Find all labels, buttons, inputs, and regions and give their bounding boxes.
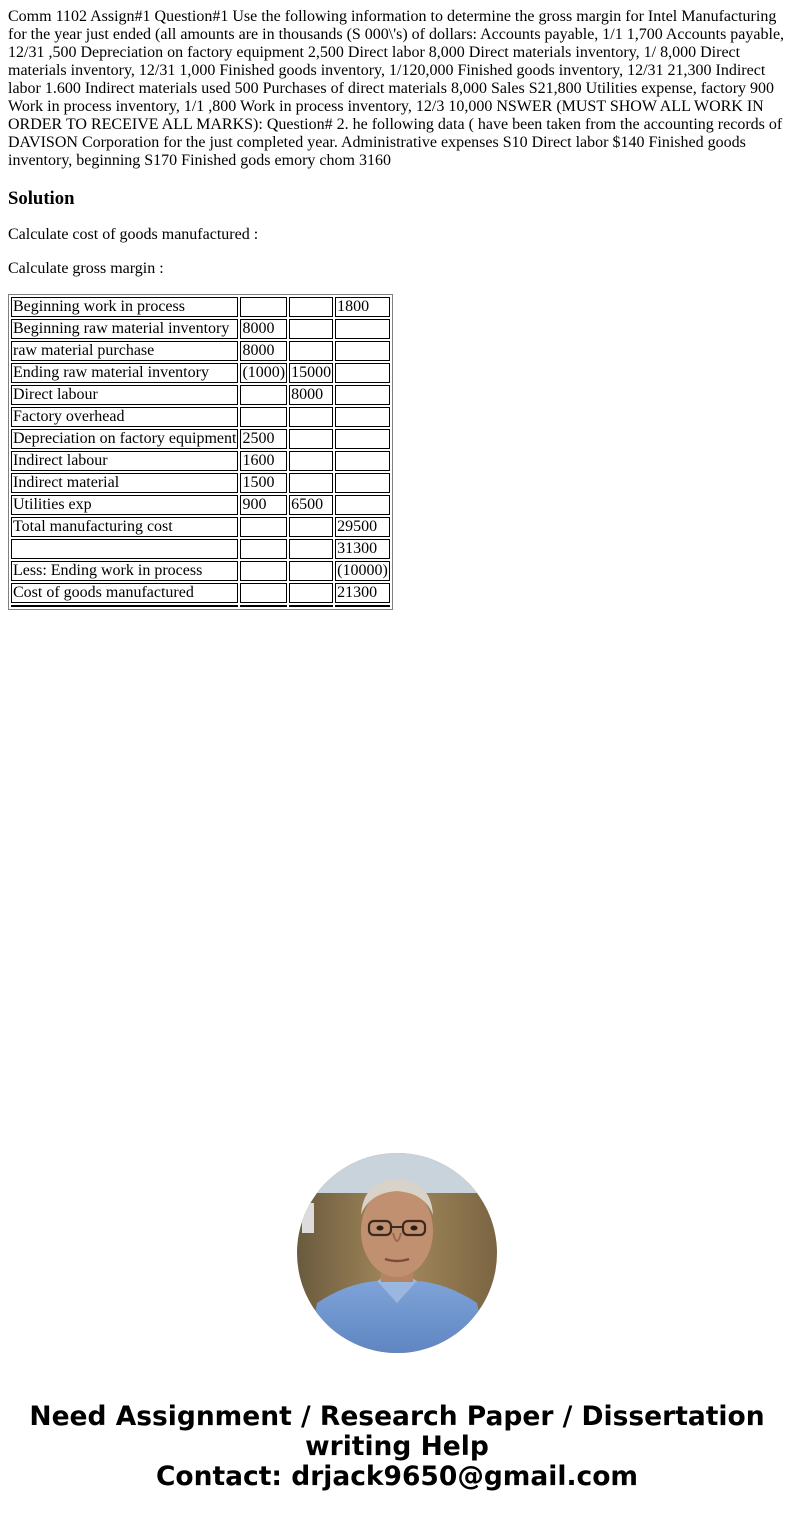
- table-row: [11, 539, 390, 559]
- table-cell: [240, 583, 287, 603]
- table-row: [11, 363, 390, 383]
- table-cell: [289, 473, 333, 493]
- promo-contact: Contact: drjack9650@gmail.com: [155, 1461, 639, 1492]
- table-cell: Less: Ending work in process: [11, 561, 238, 581]
- table-cell: [335, 605, 390, 607]
- table-row: [11, 407, 390, 427]
- table-cell: [335, 451, 390, 471]
- table-cell: [335, 495, 390, 515]
- table-cell: Cost of goods manufactured: [11, 583, 238, 603]
- table-cell: [335, 407, 390, 427]
- table-cell: [11, 539, 238, 559]
- table-row: [11, 517, 390, 537]
- table-cell: Depreciation on factory equipment: [13, 430, 237, 447]
- table-cell: [289, 319, 333, 339]
- table-cell: 15000: [291, 364, 332, 381]
- table-cell: (10000): [337, 562, 388, 579]
- table-cell: [289, 429, 333, 449]
- table-cell: Utilities exp: [11, 495, 238, 515]
- table-row: [11, 451, 390, 471]
- table-cell: 2500: [240, 429, 287, 449]
- table-cell: [289, 583, 333, 603]
- table-row: [11, 319, 390, 339]
- table-cell: [335, 429, 390, 449]
- table-cell: Ending raw material inventory: [11, 363, 238, 383]
- table-cell: 21300: [335, 583, 390, 603]
- table-cell: [240, 297, 287, 317]
- table-row: [11, 297, 390, 317]
- table-cell: Indirect material: [11, 473, 238, 493]
- table-cell: Total manufacturing cost: [11, 517, 238, 537]
- question-text: Comm 1102 Assign#1 Question#1 Use the following information to determine the gross margin for Intel Manufacturing for the year just ended (all amounts are in thousands (S 000\'s) of dollars: Accounts payable, 1/1 1,700 Accounts payable, 12/31 ,500 Depreciation on factory equipment 2,500 Direct labor 8,000 Direct materials inventory, 1/ 8,000 Direct materials inventory, 12/31 1,000 Finished goods inventory, 1/120,000 Finished goods inventory, 12/31 21,300 Indirect labor 1.600 Indirect materials used 500 Purchases of direct materials 8,000 Sales S21,800 Utilities expense, factory 900 Work in process inventory, 1/1 ,800 Work in process inventory, 12/3 10,000 NSWER (MUST SHOW ALL WORK IN ORDER TO RECEIVE ALL MARKS): Question# 2. he following data ( have been taken from the accounting records of DAVISON Corporation for the just completed year. Administrative expenses S10 Direct labor $140 Finished goods inventory, beginning S170 Finished gods emory chom 3160: [8, 8, 785, 169]
- table-cell: raw material purchase: [11, 341, 238, 361]
- table-cell: 31300: [335, 539, 390, 559]
- cogm-table: [8, 294, 393, 610]
- table-cell: [335, 385, 390, 405]
- table-row: [11, 495, 390, 515]
- solution-heading: Solution: [8, 188, 75, 209]
- table-cell: [289, 517, 333, 537]
- table-cell: [289, 297, 333, 317]
- table-cell: [240, 605, 287, 607]
- table-cell: 1800: [335, 297, 390, 317]
- cogm-instruction: Calculate cost of goods manufactured :: [8, 226, 259, 243]
- table-cell: 8000: [240, 319, 287, 339]
- table-row: [11, 561, 390, 581]
- table-cell: [240, 561, 287, 581]
- table-cell: (1000): [242, 364, 286, 381]
- table-cell: 29500: [335, 517, 390, 537]
- table-cell: 1600: [240, 451, 287, 471]
- table-row: [11, 385, 390, 405]
- promo-line-2: writing Help: [305, 1431, 489, 1462]
- promo-line-1: Need Assignment / Research Paper / Dissertation: [29, 1401, 765, 1432]
- table-row: [11, 583, 390, 603]
- table-cell: Beginning raw material inventory: [11, 319, 238, 339]
- author-photo: [297, 1153, 497, 1353]
- table-cell: [289, 605, 333, 607]
- promo-banner: [0, 1402, 794, 1492]
- table-cell: [335, 363, 390, 383]
- document-body: [0, 0, 794, 610]
- table-cell: [335, 473, 390, 493]
- table-cell: [240, 407, 287, 427]
- table-cell: 8000: [289, 385, 333, 405]
- table-cell: [335, 319, 390, 339]
- table-cell: [289, 451, 333, 471]
- table-cell: [335, 341, 390, 361]
- table-cell: [289, 539, 333, 559]
- table-cell: 8000: [240, 341, 287, 361]
- table-row: [11, 341, 390, 361]
- table-cell: Indirect labour: [11, 451, 238, 471]
- table-cell: Factory overhead: [11, 407, 238, 427]
- table-cell: [240, 539, 287, 559]
- table-cell: [289, 407, 333, 427]
- table-row: [11, 473, 390, 493]
- table-cell: [240, 517, 287, 537]
- table-cell: 6500: [289, 495, 333, 515]
- table-cell: [11, 605, 238, 607]
- table-row: [11, 429, 390, 449]
- gross-margin-instruction: Calculate gross margin :: [8, 260, 164, 277]
- table-cell: [240, 385, 287, 405]
- table-cell: Beginning work in process: [11, 297, 238, 317]
- table-cell: 1500: [240, 473, 287, 493]
- table-row-empty: [11, 605, 390, 607]
- table-cell: 900: [240, 495, 287, 515]
- table-cell: Direct labour: [11, 385, 238, 405]
- table-cell: [289, 561, 333, 581]
- table-cell: [289, 341, 333, 361]
